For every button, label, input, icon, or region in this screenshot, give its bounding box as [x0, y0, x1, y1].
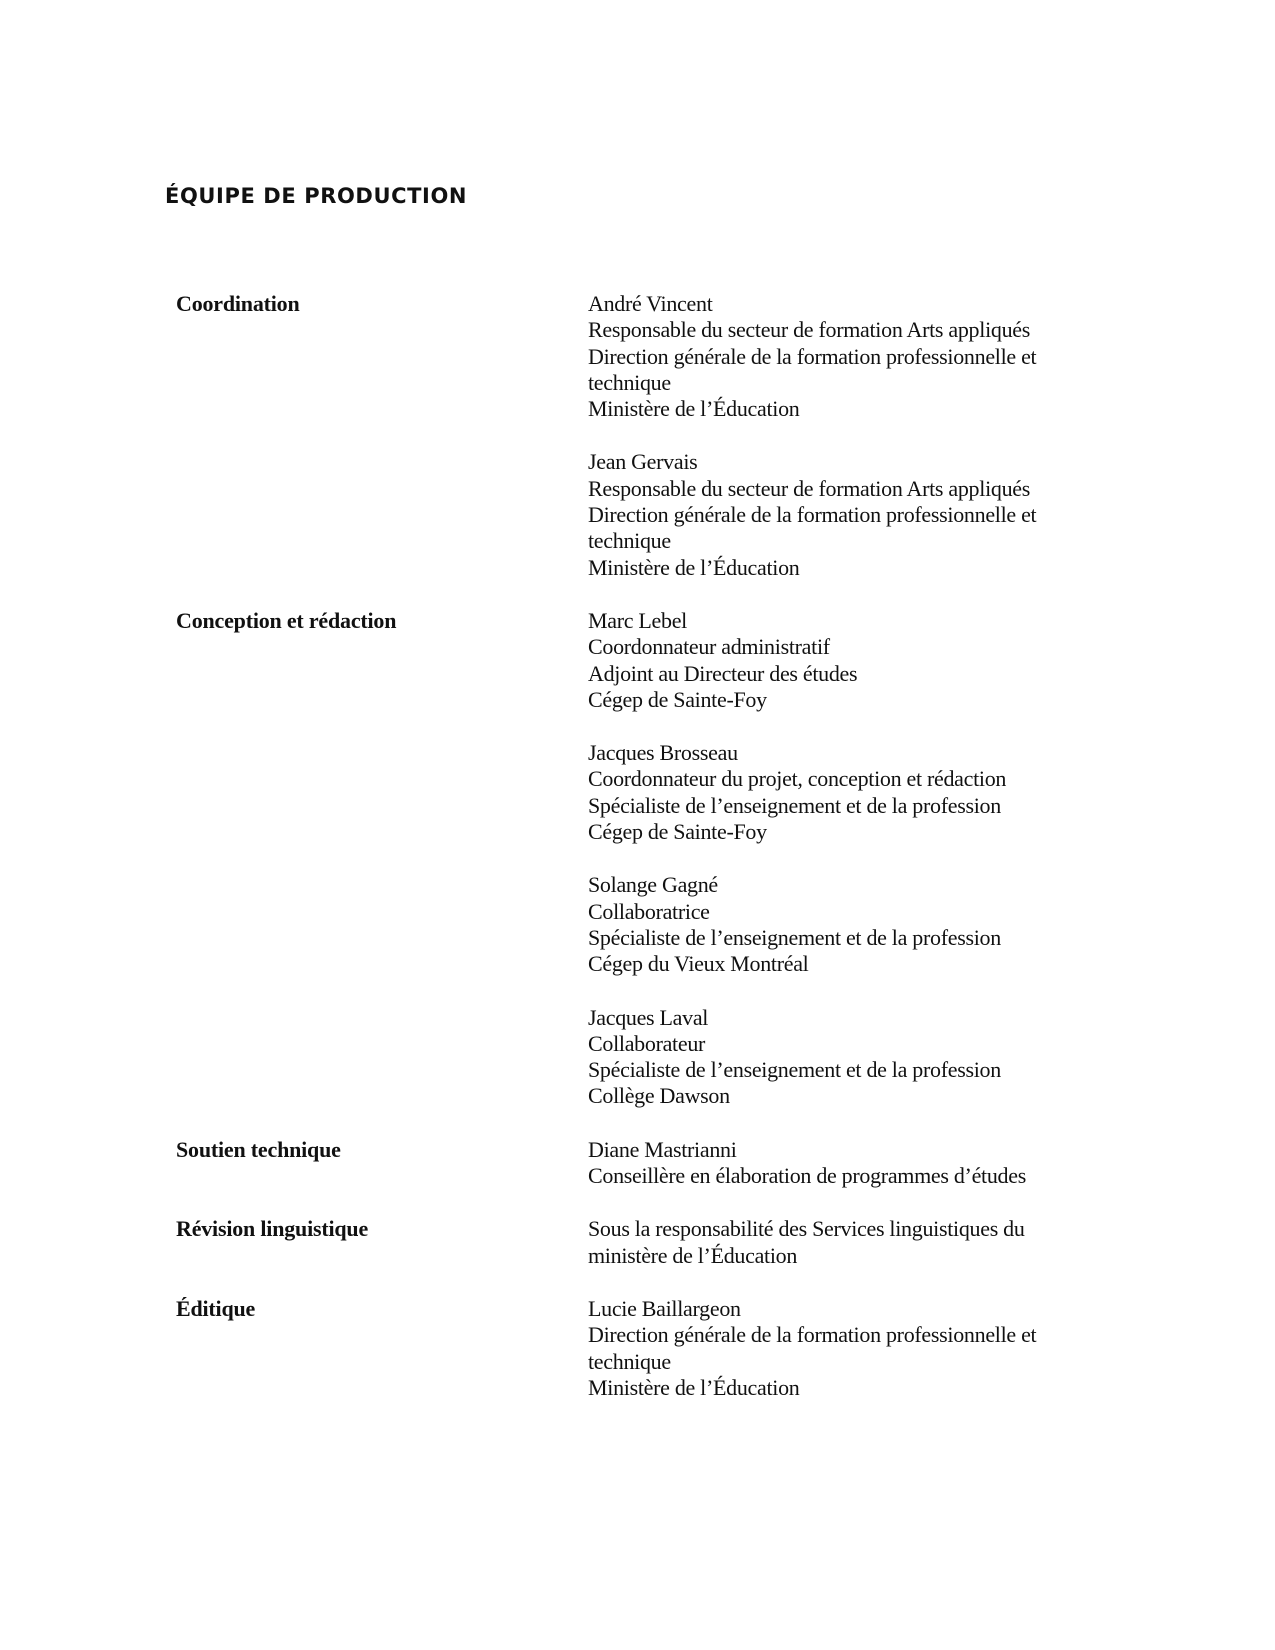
credit-detail-line: Coordonnateur administratif — [588, 634, 830, 660]
credit-name: Jacques Brosseau — [588, 740, 738, 766]
credit-detail-line: ministère de l’Éducation — [588, 1242, 798, 1268]
credit-detail-line: Cégep du Vieux Montréal — [588, 951, 809, 977]
credit-detail-line: Direction générale de la formation professionnelle et — [588, 1322, 1037, 1348]
credit-name: André Vincent — [588, 291, 713, 316]
credit-detail-line: Adjoint au Directeur des études — [588, 660, 858, 686]
credit-entry — [588, 608, 1096, 713]
credit-name: Jean Gervais — [588, 449, 698, 475]
credit-entry — [588, 291, 1096, 422]
credit-detail-line: Ministère de l’Éducation — [588, 396, 800, 422]
section-label: Éditique — [176, 1295, 256, 1321]
credit-section — [176, 1216, 1096, 1269]
page-title: ÉQUIPE DE PRODUCTION — [165, 184, 468, 208]
credit-section — [176, 1137, 1096, 1190]
credit-detail-line: Cégep de Sainte-Foy — [588, 819, 767, 845]
credit-entry — [588, 449, 1096, 580]
section-entries — [588, 1137, 1096, 1190]
section-entries — [588, 608, 1096, 1110]
section-label: Conception et rédaction — [176, 607, 397, 633]
credit-entry — [588, 872, 1096, 977]
credit-section — [176, 608, 1096, 1110]
section-label: Coordination — [176, 291, 300, 316]
credit-detail-line: Direction générale de la formation professionnelle et — [588, 502, 1037, 528]
credit-detail-line: Spécialiste de l’enseignement et de la profession — [588, 1057, 1001, 1083]
credit-name: Marc Lebel — [588, 607, 687, 633]
credit-detail-line: Responsable du secteur de formation Arts appliqués — [588, 317, 1031, 343]
section-label: Soutien technique — [176, 1136, 341, 1162]
credit-detail-line: technique — [588, 369, 671, 395]
credit-name: Solange Gagné — [588, 872, 718, 898]
credit-detail-line: Ministère de l’Éducation — [588, 1374, 800, 1400]
credit-detail-line: Cégep de Sainte-Foy — [588, 686, 767, 712]
credit-detail-line: Collaborateur — [588, 1030, 706, 1056]
credit-entry — [588, 1296, 1096, 1401]
credit-detail-line: Responsable du secteur de formation Arts appliqués — [588, 475, 1031, 501]
credit-entry — [588, 1005, 1096, 1110]
credit-name: Sous la responsabilité des Services linguistiques du — [588, 1216, 1025, 1242]
credit-entry — [588, 1137, 1096, 1190]
section-label: Révision linguistique — [176, 1216, 369, 1242]
credit-name: Diane Mastrianni — [588, 1136, 737, 1162]
credits-list — [176, 291, 1096, 1428]
credit-detail-line: Direction générale de la formation professionnelle et — [588, 343, 1037, 369]
credit-detail-line: Spécialiste de l’enseignement et de la profession — [588, 924, 1001, 950]
credit-name: Lucie Baillargeon — [588, 1295, 741, 1321]
credit-entry — [588, 740, 1096, 845]
section-entries — [588, 1216, 1096, 1269]
credit-detail-line: Conseillère en élaboration de programmes d’études — [588, 1163, 1026, 1189]
credit-detail-line: Ministère de l’Éducation — [588, 554, 800, 580]
section-entries — [588, 291, 1096, 581]
credit-detail-line: technique — [588, 1348, 671, 1374]
credit-section — [176, 1296, 1096, 1401]
section-entries — [588, 1296, 1096, 1401]
credit-detail-line: Collège Dawson — [588, 1083, 730, 1109]
credit-detail-line: Coordonnateur du projet, conception et rédaction — [588, 766, 1007, 792]
credit-section — [176, 291, 1096, 581]
credit-entry — [588, 1216, 1096, 1269]
credit-detail-line: Spécialiste de l’enseignement et de la profession — [588, 792, 1001, 818]
credit-name: Jacques Laval — [588, 1004, 709, 1030]
credit-detail-line: technique — [588, 528, 671, 554]
credit-detail-line: Collaboratrice — [588, 898, 710, 924]
